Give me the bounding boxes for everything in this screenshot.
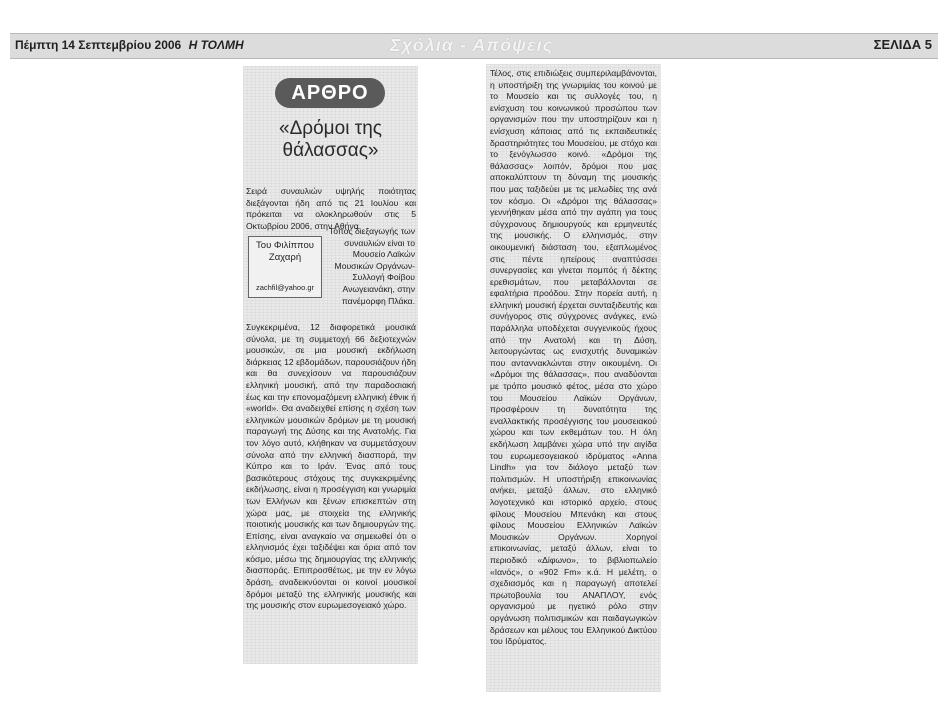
page-number: ΣΕΛΙΔΑ 5 bbox=[873, 37, 932, 52]
issue-date: Πέμπτη 14 Σεπτεμβρίου 2006 bbox=[15, 38, 182, 52]
article-body-left: Συγκεκριμένα, 12 διαφορετικά μουσικά σύνολα, με τη συμμετοχή 66 δεξιοτεχνών μουσικών, σε μια μουσική εκδήλωση διάρκειας 12 εβδομάδων, παρουσιάζουν ήδη και θα συνεχίσουν να παρουσιάζουν ελληνική μουσική, από την παραδοσιακή έως και την επονομαζόμενη ελληνική έθνικ ή «world». Θα αναδειχθεί επίσης η σχέση των ελληνικών μουσικών δρόμων με τη μουσική παραγωγή της Δύσης και της Ανατολής. Για τον λόγο αυτό, κλήθηκαν να συμμετάσχουν σύνολα από την ελληνική διασπορά, την Κύπρο και το Ιράν. Ένας από τους βασικότερους στόχους της συγκεκριμένης εκδήλωσης, είναι η προσέγγιση και γνωριμία των Ελλήνων και ξένων επισκεπτών στη χώρα μας, με στοιχεία της ελληνικής ποιοτικής μουσικής και των δημιουργών της. Επίσης, είναι αναγκαίο να σημειωθεί ότι ο ελληνισμός έχει ταξιδέψει και όρια από τον κόσμο, μέσω της δημιουργίας της ελληνικής διασποράς. Επιπροσθέτως, με την εν λόγω δράση, αναδεικνύονται οι κοινοί μουσικοί δρόμοι μεταξύ της ελληνικής μουσικής και της μουσικής στον ευρωμεσογειακό χώρο. bbox=[246, 322, 416, 611]
author-box bbox=[248, 236, 322, 298]
article-body-right: Τέλος, στις επιδιώξεις συμπεριλαμβάνονται, η υποστήριξη της γνωριμίας του κοινού με το Μουσείο και τις συλλογές του, η ενίσχυση του κοινωνικού προσώπου των οργανισμών που την υποστηρίζουν και η ενίσχυση κάποιας από τις εκπαιδευτικές δραστηριότητες του Μουσείου, με στόχο και το ξενόγλωσσο κοινό. «Δρόμοι της θάλασσας» λοιπόν, δρόμοι που μας αποκαλύπτουν τη δύναμη της μουσικής που μας ταξιδεύει με τις μελωδίες της ανά τον κόσμο. Οι «Δρόμοι της θάλασσας» γεννήθηκαν μέσα από την αγάπη για τους σύγχρονους δημιουργούς και ερμηνευτές της μουσικής. Ο ελληνισμός, στην οικουμενική διάσταση του, εξαπλωμένος στις πέντε ηπείρους αναπτύσσει συνεργασίες και γίνεται πομπός ή δέκτης ερεθισμάτων, που μεταβάλλονται σε εφαλτήρια προόδου. Στην πορεία αυτή, η ελληνική μουσική έρχεται συνταξιδευτής και συνήγορος στις σύγχρονες ανάγκες, ενώ παράλληλα υποδέχεται συγγενικούς ήχους από την Ανατολή και τη Δύση, λειτουργώντας ως ενισχυτής δυναμικών που ανταννακλώνται στην οικουμένη. Οι «Δρόμοι της θάλασσας», που αναδύονται με τρόπο μουσικό φέτος, μέσα στο χώρο του Μουσείου Λαϊκών Οργάνων, προσφέρουν τη δυνατότητα της εναλλακτικής προσέγγισης του μουσειακού χώρου και των εκθεμάτων του. Η όλη εκδήλωση λαμβάνει χώρα υπό την αιγίδα του ευρωμεσογειακού ιδρύματος «Anna Lindh» για τον διάλογο μεταξύ των πολιτισμών. Η υποστήριξη επικοινωνίας ανήκει, μεταξύ άλλων, στο ελληνικό λογοτεχνικό και ιστορικό αρχείο, στους φίλους Μουσείου Μπενάκη και στους φίλους Μουσείου Ελληνικών Λαϊκών Μουσικών Οργάνων. Χορηγοί επικοινωνίας, μεταξύ άλλων, είναι το περιοδικό «Δίφωνο», το βιβλιοπωλείο «Ιανός», ο «902 Fm» κ.ά. Η μελέτη, ο σχεδιασμός και η παραγωγή αποτελεί πρωτοβουλία του ΑΝΑΠΛΟΥ, ενός οργανισμού με ηγετικό ρόλο στην οργάνωση πολιτισμικών και παιδαγωγικών δράσεων και μέλους του Ελληνικού Δικτύου του Ιδρύματος. bbox=[490, 68, 657, 647]
article-venue-paragraph: Τόπος διεξαγωγής των συναυλιών είναι το Μουσείο Λαϊκών Μουσικών Οργάνων-Συλλογή Φοίβου Ανωγειανάκη, στην πανέμορφη Πλάκα. bbox=[328, 226, 415, 306]
author-name: Του Φιλίππου Ζαχαρή bbox=[256, 240, 314, 263]
article-badge: ΑΡΘΡΟ bbox=[275, 78, 385, 108]
article-column-right bbox=[486, 64, 661, 692]
header-date-line bbox=[15, 38, 244, 52]
newspaper-name: Η ΤΟΛΜΗ bbox=[188, 38, 244, 52]
newspaper-header-strip bbox=[10, 33, 938, 59]
article-lead-paragraph: Σειρά συναυλιών υψηλής ποιότητας διεξάγονται ήδη από τις 21 Ιουλίου και πρόκειται να ολοκληρωθούν στις 5 Οκτωβρίου 2006, στην Αθήνα. bbox=[246, 186, 416, 231]
article-title: «Δρόμοι της θάλασσας» bbox=[279, 118, 382, 161]
section-title: Σχόλια - Απόψεις bbox=[390, 35, 554, 55]
article-column-left bbox=[243, 66, 418, 664]
author-email: zachfil@yahoo.gr bbox=[255, 283, 315, 292]
